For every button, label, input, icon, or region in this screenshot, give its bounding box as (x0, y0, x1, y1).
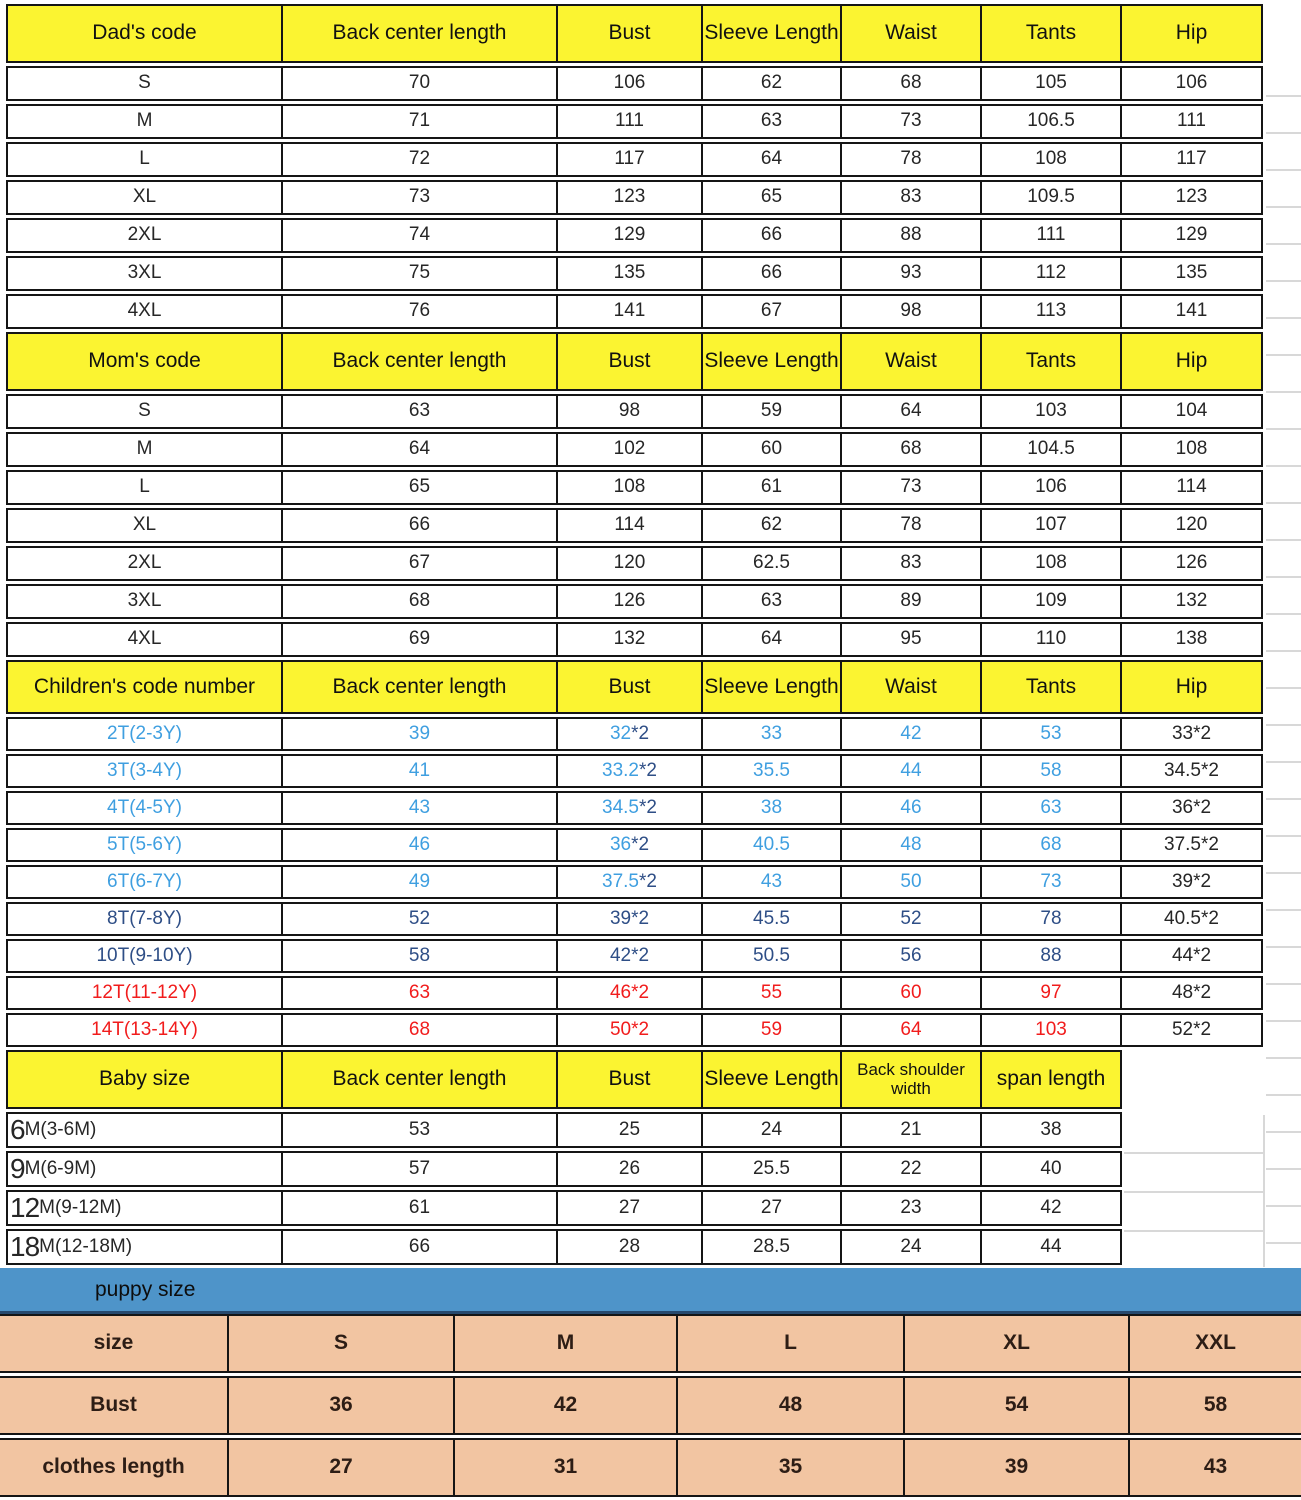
cell: 49 (281, 867, 556, 897)
cell: 64 (701, 624, 840, 655)
cell: 109.5 (980, 182, 1120, 213)
cell: 3XL (127, 262, 162, 284)
cell: 22 (840, 1153, 980, 1185)
cell: 28.5 (701, 1231, 840, 1263)
table-row (6, 294, 1263, 329)
puppy-size-table (0, 1314, 1301, 1497)
cell: 111 (1120, 106, 1261, 137)
cell: 106.5 (980, 106, 1120, 137)
cell: 44 *2 (1120, 941, 1261, 971)
cell: 109 (980, 586, 1120, 617)
cell: 56 (840, 941, 980, 971)
table-row (6, 976, 1263, 1010)
cell: 66 (701, 220, 840, 251)
cell: 73 (980, 867, 1120, 897)
cell: 104 (1120, 396, 1261, 427)
cell: 42 (980, 1192, 1120, 1224)
cell: 26 (556, 1153, 701, 1185)
cell: 27 (701, 1192, 840, 1224)
cell: S (227, 1316, 453, 1371)
table-row (6, 939, 1263, 973)
cell: 102 (556, 434, 701, 465)
header-cell: Sleeve Length (701, 334, 840, 389)
cell: 66 (281, 510, 556, 541)
cell: 111 (980, 220, 1120, 251)
cell: 68 (980, 830, 1120, 860)
cell: 107 (980, 510, 1120, 541)
cell: 2XL (127, 224, 162, 246)
header-cell: Tants (980, 662, 1120, 712)
cell: 48 (840, 830, 980, 860)
cell: 42 (840, 719, 980, 749)
cell: 106 (980, 472, 1120, 503)
cell: 132 (556, 624, 701, 655)
table-row (0, 1314, 1301, 1373)
cell: 12 M(9-12M) (10, 1192, 122, 1223)
cell: 59 (701, 1015, 840, 1045)
cell: 36 *2 (556, 830, 701, 860)
cell: 32 *2 (556, 719, 701, 749)
cell: 62.5 (701, 548, 840, 579)
table-row (6, 754, 1263, 788)
table-row (6, 717, 1263, 751)
cell: L (139, 476, 150, 498)
cell: 36 *2 (1120, 793, 1261, 823)
cell: 75 (281, 258, 556, 289)
cell: 73 (840, 106, 980, 137)
cell: 104.5 (980, 434, 1120, 465)
cell: 36 (227, 1378, 453, 1433)
cell: 54 (903, 1378, 1128, 1433)
table-row (6, 218, 1263, 253)
cell: 4XL (127, 300, 162, 322)
cell: M (453, 1316, 676, 1371)
header-cell: Bust (556, 334, 701, 389)
cell: 88 (840, 220, 980, 251)
cell: 44 (980, 1231, 1120, 1263)
cell: 18 M(12-18M) (10, 1231, 133, 1262)
cell: 64 (840, 1015, 980, 1045)
cell: 40 (980, 1153, 1120, 1185)
cell: 106 (556, 68, 701, 99)
cell: 58 (1128, 1378, 1301, 1433)
cell: 117 (556, 144, 701, 175)
cell: Bust (0, 1378, 227, 1433)
cell: 123 (1120, 182, 1261, 213)
cell: 78 (840, 144, 980, 175)
cell: 63 (980, 793, 1120, 823)
cell: 113 (980, 296, 1120, 327)
table-row (6, 394, 1263, 429)
table-row (6, 66, 1263, 101)
cell: 8T(7-8Y) (107, 907, 182, 929)
cell: 135 (556, 258, 701, 289)
cell: 33 (701, 719, 840, 749)
cell: 38 (980, 1114, 1120, 1146)
cell: XL (132, 186, 157, 208)
cell: 64 (840, 396, 980, 427)
table-row (6, 1151, 1122, 1187)
cell: 64 (281, 434, 556, 465)
cell: 62 (701, 510, 840, 541)
cell: 120 (1120, 510, 1261, 541)
cell: 69 (281, 624, 556, 655)
cell: 33.2 *2 (556, 756, 701, 786)
cell: 31 (453, 1440, 676, 1495)
cell: 27 (556, 1192, 701, 1224)
header-row (6, 1050, 1122, 1109)
table-row (6, 180, 1263, 215)
header-cell: Back center length (281, 662, 556, 712)
cell: XL (903, 1316, 1128, 1371)
cell: 57 (281, 1153, 556, 1185)
header-row (6, 332, 1263, 391)
cell: 48 (676, 1378, 903, 1433)
cell: 114 (556, 510, 701, 541)
cell: 65 (281, 472, 556, 503)
table-row (6, 256, 1263, 291)
header-cell: Hip (1120, 662, 1261, 712)
cell: 5T(5-6Y) (107, 833, 182, 855)
cell: 129 (1120, 220, 1261, 251)
cell: 126 (556, 586, 701, 617)
cell: 105 (980, 68, 1120, 99)
header-cell: Sleeve Length (701, 6, 840, 61)
header-cell: Bust (556, 6, 701, 61)
header-cell: Sleeve Length (701, 662, 840, 712)
cell: 106 (1120, 68, 1261, 99)
header-cell: Baby size (8, 1052, 281, 1107)
dads-size-table (6, 4, 1263, 329)
cell: 114 (1120, 472, 1261, 503)
cell: 12T(11-12Y) (91, 981, 198, 1003)
cell: 63 (281, 978, 556, 1008)
cell: 70 (281, 68, 556, 99)
cell: 46 (281, 830, 556, 860)
table-row (6, 1190, 1122, 1226)
cell: 39 (903, 1440, 1128, 1495)
cell: 60 (840, 978, 980, 1008)
cell: 10T(9-10Y) (96, 944, 193, 966)
header-cell: Mom's code (8, 334, 281, 389)
header-row (6, 660, 1263, 714)
header-cell: Back shoulder width (840, 1052, 980, 1107)
cell: 72 (281, 144, 556, 175)
cell: 117 (1120, 144, 1261, 175)
cell: 83 (840, 548, 980, 579)
table-row (6, 584, 1263, 619)
moms-size-table (6, 332, 1263, 657)
cell: 63 (281, 396, 556, 427)
header-cell: Children's code number (8, 662, 281, 712)
cell: 88 (980, 941, 1120, 971)
cell: 108 (980, 144, 1120, 175)
cell: 41 (281, 756, 556, 786)
cell: 83 (840, 182, 980, 213)
header-cell: span length (980, 1052, 1120, 1107)
cell: 64 (701, 144, 840, 175)
cell: 58 (281, 941, 556, 971)
cell: 66 (281, 1231, 556, 1263)
table-row (6, 508, 1263, 543)
cell: 43 (1128, 1440, 1301, 1495)
cell: 135 (1120, 258, 1261, 289)
cell: 141 (1120, 296, 1261, 327)
cell: 111 (556, 106, 701, 137)
cell: 98 (556, 396, 701, 427)
cell: 138 (1120, 624, 1261, 655)
cell: 120 (556, 548, 701, 579)
table-row (6, 622, 1263, 657)
cell: 71 (281, 106, 556, 137)
cell: S (138, 72, 151, 94)
cell: 48 *2 (1120, 978, 1261, 1008)
cell: 46 *2 (556, 978, 701, 1008)
cell: 141 (556, 296, 701, 327)
cell: 9 M(6-9M) (10, 1153, 97, 1184)
cell: 27 (227, 1440, 453, 1495)
puppy-size-banner (0, 1268, 1301, 1314)
header-cell: Back center length (281, 1052, 556, 1107)
cell: 52 (840, 904, 980, 934)
cell: 40.5 (701, 830, 840, 860)
cell: 28 (556, 1231, 701, 1263)
table-row (6, 470, 1263, 505)
cell: 6T(6-7Y) (107, 870, 182, 892)
cell: 45.5 (701, 904, 840, 934)
childrens-size-table (6, 660, 1263, 1047)
header-cell: Bust (556, 662, 701, 712)
header-cell: Hip (1120, 334, 1261, 389)
cell: 63 (701, 106, 840, 137)
cell: 108 (556, 472, 701, 503)
cell: 39 (281, 719, 556, 749)
cell: 42 *2 (556, 941, 701, 971)
cell: 58 (980, 756, 1120, 786)
cell: 50 *2 (556, 1015, 701, 1045)
cell: 108 (980, 548, 1120, 579)
cell: S (138, 400, 151, 422)
cell: 66 (701, 258, 840, 289)
cell: 76 (281, 296, 556, 327)
cell: 89 (840, 586, 980, 617)
cell: 65 (701, 182, 840, 213)
puppy-size-banner-label: puppy size (95, 1277, 196, 1301)
cell: 34.5 *2 (556, 793, 701, 823)
cell: 74 (281, 220, 556, 251)
cell: 3XL (127, 590, 162, 612)
spreadsheet-gridlines-beside-baby-table (1124, 1115, 1265, 1267)
cell: 44 (840, 756, 980, 786)
cell: 129 (556, 220, 701, 251)
table-row (6, 1112, 1122, 1148)
cell: L (676, 1316, 903, 1371)
table-row (0, 1376, 1301, 1435)
header-cell: Waist (840, 334, 980, 389)
cell: 68 (840, 68, 980, 99)
cell: 59 (701, 396, 840, 427)
table-row (6, 791, 1263, 825)
cell: clothes length (0, 1440, 227, 1495)
cell: 2XL (127, 552, 162, 574)
cell: 24 (701, 1114, 840, 1146)
header-cell: Tants (980, 6, 1120, 61)
cell: 2T(2-3Y) (107, 722, 182, 744)
cell: 43 (701, 867, 840, 897)
cell: 97 (980, 978, 1120, 1008)
cell: XXL (1128, 1316, 1301, 1371)
cell: 68 (840, 434, 980, 465)
header-cell: Dad's code (8, 6, 281, 61)
cell: 37.5 *2 (556, 867, 701, 897)
header-cell: Sleeve Length (701, 1052, 840, 1107)
cell: 37.5 *2 (1120, 830, 1261, 860)
cell: 126 (1120, 548, 1261, 579)
header-cell: Back center length (281, 6, 556, 61)
cell: 3T(3-4Y) (107, 759, 182, 781)
header-cell: Tants (980, 334, 1120, 389)
cell: 132 (1120, 586, 1261, 617)
cell: 61 (701, 472, 840, 503)
cell: 123 (556, 182, 701, 213)
cell: 34.5 *2 (1120, 756, 1261, 786)
header-cell: Waist (840, 6, 980, 61)
cell: 53 (980, 719, 1120, 749)
cell: M (136, 110, 153, 132)
cell: 68 (281, 586, 556, 617)
cell: 50 (840, 867, 980, 897)
cell: 52 *2 (1120, 1015, 1261, 1045)
cell: 95 (840, 624, 980, 655)
cell: 55 (701, 978, 840, 1008)
cell: 60 (701, 434, 840, 465)
table-row (6, 902, 1263, 936)
header-cell: Back center length (281, 334, 556, 389)
cell: 108 (1120, 434, 1261, 465)
cell: 43 (281, 793, 556, 823)
cell: 78 (840, 510, 980, 541)
cell: 39 *2 (1120, 867, 1261, 897)
cell: 23 (840, 1192, 980, 1224)
cell: 98 (840, 296, 980, 327)
cell: 73 (281, 182, 556, 213)
cell: 78 (980, 904, 1120, 934)
cell: 46 (840, 793, 980, 823)
table-row (6, 1229, 1122, 1265)
table-row (6, 865, 1263, 899)
cell: 38 (701, 793, 840, 823)
cell: 25 (556, 1114, 701, 1146)
table-row (6, 828, 1263, 862)
cell: size (0, 1316, 227, 1371)
cell: 14T(13-14Y) (91, 1018, 198, 1040)
cell: 4XL (127, 628, 162, 650)
cell: 35 (676, 1440, 903, 1495)
header-cell: Hip (1120, 6, 1261, 61)
cell: 110 (980, 624, 1120, 655)
cell: 25.5 (701, 1153, 840, 1185)
cell: 61 (281, 1192, 556, 1224)
cell: XL (132, 514, 157, 536)
cell: 63 (701, 586, 840, 617)
cell: 40.5 *2 (1120, 904, 1261, 934)
cell: 112 (980, 258, 1120, 289)
table-row (0, 1438, 1301, 1497)
cell: 50.5 (701, 941, 840, 971)
cell: 24 (840, 1231, 980, 1263)
table-row (6, 546, 1263, 581)
header-row (6, 4, 1263, 63)
cell: 73 (840, 472, 980, 503)
cell: 39 *2 (556, 904, 701, 934)
spreadsheet-gridlines-right-gutter (1266, 60, 1301, 1265)
cell: 67 (701, 296, 840, 327)
cell: 103 (980, 1015, 1120, 1045)
cell: 53 (281, 1114, 556, 1146)
cell: 93 (840, 258, 980, 289)
cell: 33 *2 (1120, 719, 1261, 749)
header-cell: Bust (556, 1052, 701, 1107)
table-row (6, 142, 1263, 177)
table-row (6, 1013, 1263, 1047)
table-row (6, 432, 1263, 467)
cell: 68 (281, 1015, 556, 1045)
baby-size-table (6, 1050, 1122, 1265)
cell: 42 (453, 1378, 676, 1433)
cell: L (139, 148, 150, 170)
cell: 67 (281, 548, 556, 579)
table-row (6, 104, 1263, 139)
cell: 21 (840, 1114, 980, 1146)
cell: 6 M(3-6M) (10, 1114, 97, 1145)
header-cell: Waist (840, 662, 980, 712)
cell: 62 (701, 68, 840, 99)
cell: 35.5 (701, 756, 840, 786)
cell: 4T(4-5Y) (107, 796, 182, 818)
cell: 52 (281, 904, 556, 934)
cell: M (136, 438, 153, 460)
cell: 103 (980, 396, 1120, 427)
